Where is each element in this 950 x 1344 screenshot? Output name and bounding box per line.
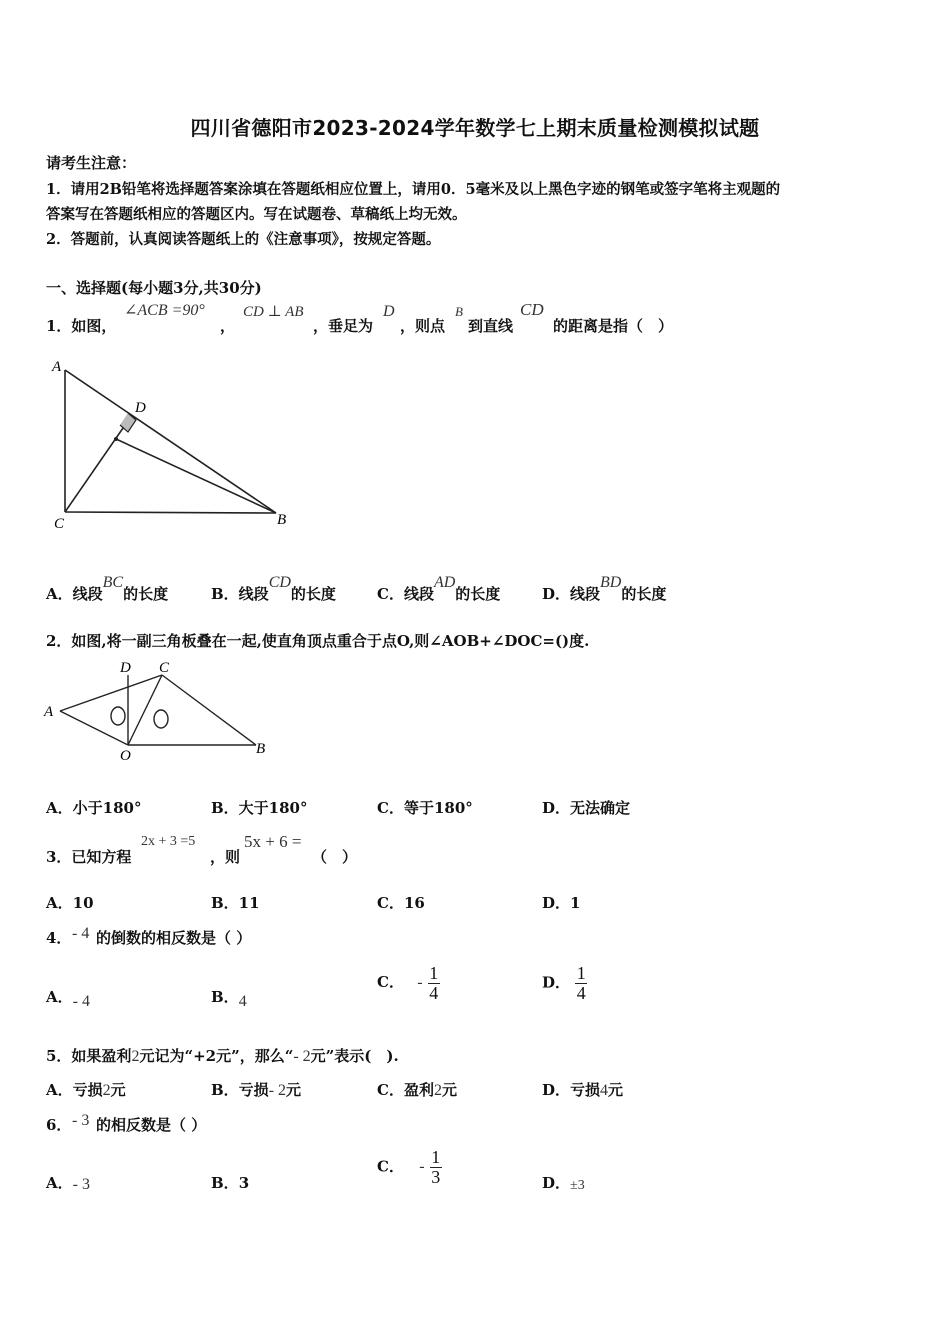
q6-option-d[interactable]: D．±3 [542, 1174, 585, 1193]
notice-line-2: 2．答题前，认真阅读答题纸上的《注意事项》，按规定答题。 [46, 231, 441, 248]
q5-option-b[interactable]: B．亏损- 2元 [211, 1081, 302, 1099]
q1-math-d: D [383, 303, 395, 320]
q2-option-a[interactable]: A．小于180° [46, 799, 142, 817]
q1-text-1: 1．如图， [46, 317, 117, 335]
q3-equation: 2x + 3 =5 [141, 834, 196, 849]
q4-d-fraction: $\frac{1}{4}$ [576, 963, 586, 1003]
q1-option-d[interactable]: D．线段BD的长度 [542, 574, 667, 603]
q4-math: - 4 [72, 925, 90, 942]
q3-option-b[interactable]: B．11 [211, 894, 260, 912]
q6-option-c[interactable]: C． - $\frac{1}{3}$ [377, 1147, 441, 1187]
q1-text-5: 到直线 [468, 317, 514, 335]
q3-expression: 5x + 6 = [244, 832, 302, 851]
q1-label-d: D [135, 400, 146, 416]
q1-text-2: ， [220, 317, 236, 335]
q2-label-d: D [120, 660, 131, 676]
q5-option-a[interactable]: A．亏损2元 [46, 1081, 126, 1099]
q4-text-2: 的倒数的相反数是（ ） [96, 929, 252, 947]
q2-figure [40, 655, 280, 765]
section-heading: 一、选择题(每小题3分,共30分) [46, 279, 262, 297]
q1-label-a: A [52, 359, 62, 375]
q4-option-b[interactable]: B．4 [211, 988, 247, 1010]
q6-c-fraction: $\frac{1}{3}$ [431, 1147, 441, 1187]
q3-option-c[interactable]: C．16 [377, 894, 425, 912]
q3-option-d[interactable]: D．1 [542, 894, 581, 912]
notice-heading: 请考生注意： [46, 154, 137, 172]
q1-option-a[interactable]: A．线段BC的长度 [46, 574, 169, 603]
page-title: 四川省德阳市2023-2024学年数学七上期末质量检测模拟试题 [190, 116, 760, 140]
notice-line-1b: 答案写在答题纸相应的答题区内。写在试题卷、草稿纸上均无效。 [46, 206, 467, 223]
q2-option-b[interactable]: B．大于180° [211, 799, 308, 817]
q4-option-c[interactable]: C． - $\frac{1}{4}$ [377, 963, 439, 1003]
q1-option-c[interactable]: C．线段AD的长度 [377, 574, 501, 603]
q5-text: 5．如果盈利2元记为“+2元”，那么“- 2元”表示( ). [46, 1047, 399, 1065]
q2-text: 2．如图,将一副三角板叠在一起,使直角顶点重合于点O,则∠AOB+∠DOC=()度. [46, 632, 590, 650]
q4-option-d[interactable]: D． $\frac{1}{4}$ [542, 963, 586, 1003]
q1-option-b[interactable]: B．线段CD的长度 [211, 574, 336, 603]
q5-option-d[interactable]: D．亏损4元 [542, 1081, 624, 1099]
q6-math: - 3 [72, 1112, 90, 1129]
q3-text-1: 3．已知方程 [46, 848, 132, 866]
q1-text-3: ，垂足为 [313, 317, 374, 335]
q5-option-c[interactable]: C．盈利2元 [377, 1081, 457, 1099]
q4-c-fraction: $\frac{1}{4}$ [429, 963, 439, 1003]
q6-text-2: 的相反数是（ ） [96, 1116, 207, 1134]
q2-option-c[interactable]: C．等于180° [377, 799, 473, 817]
q3-text-3: （ ） [312, 848, 358, 866]
q1-text-4: ，则点 [400, 317, 446, 335]
q4-text-1: 4． [46, 929, 72, 947]
q6-option-b[interactable]: B．3 [211, 1174, 250, 1192]
q4-option-a[interactable]: A．- 4 [46, 988, 90, 1010]
q1-figure [40, 355, 300, 535]
q1-math-cd: CD [520, 300, 544, 319]
q6-option-a[interactable]: A．- 3 [46, 1174, 90, 1193]
q3-text-2: ，则 [210, 848, 241, 866]
q1-text-6: 的距离是指（ ） [553, 317, 674, 335]
q2-label-o: O [120, 748, 131, 764]
q1-math-b: B [455, 304, 463, 319]
q1-math-perp: CD ⊥ AB [243, 304, 304, 320]
q3-option-a[interactable]: A．10 [46, 894, 94, 912]
notice-line-1a: 1．请用2B铅笔将选择题答案涂填在答题纸相应位置上，请用0．5毫米及以上黑色字迹的钢笔或签字笔将主观题的 [46, 181, 781, 198]
q2-label-c: C [159, 660, 170, 676]
q2-label-b: B [256, 741, 266, 757]
q6-text-1: 6． [46, 1116, 72, 1134]
q2-option-d[interactable]: D．无法确定 [542, 799, 631, 817]
q1-label-b: B [277, 512, 287, 528]
q2-label-a: A [44, 704, 54, 720]
q1-label-c: C [54, 516, 65, 532]
q1-math-angle: ∠ACB =90° [124, 302, 205, 319]
